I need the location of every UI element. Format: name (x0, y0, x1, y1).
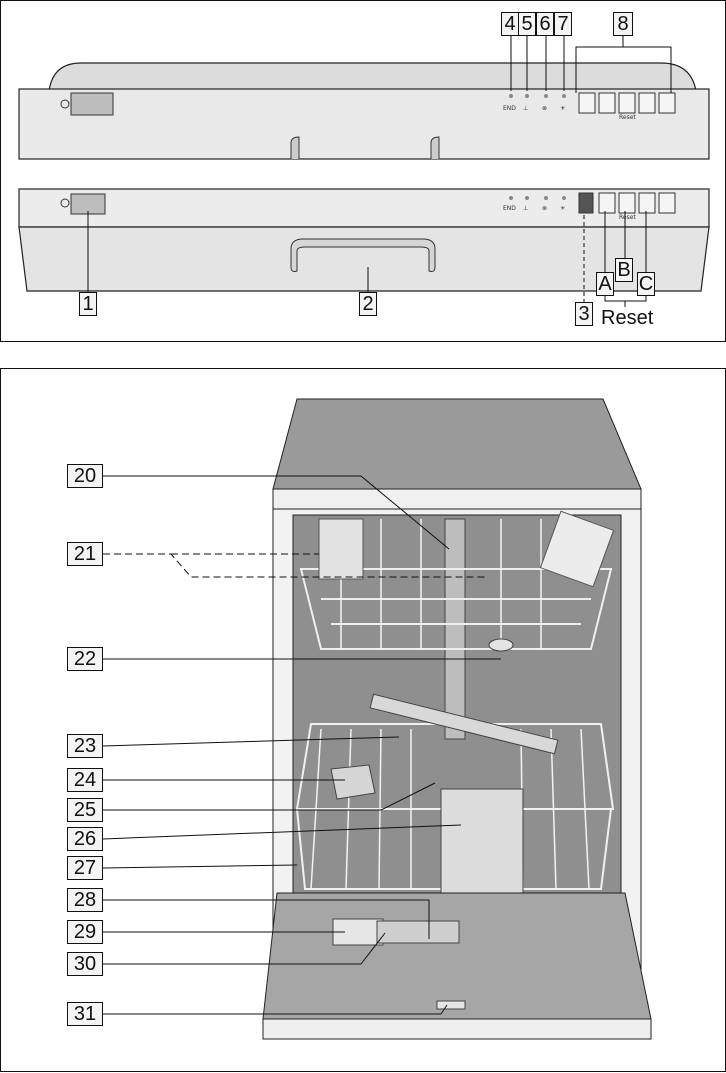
callout-22: 22 (67, 647, 103, 671)
callout-4: 4 (501, 12, 519, 36)
callout-26: 26 (67, 827, 103, 851)
callout-20: 20 (67, 464, 103, 488)
callout-21: 21 (67, 542, 103, 566)
bottom-indicator-end: END (503, 205, 516, 212)
callout-28: 28 (67, 888, 103, 912)
control-panel-frame (0, 0, 726, 342)
bottom-reset-small-label: Reset (619, 214, 636, 221)
callout-30: 30 (67, 952, 103, 976)
callout-31: 31 (67, 1002, 103, 1026)
callout-2: 2 (359, 292, 377, 316)
dishwasher-drawing (1, 369, 726, 1073)
callout-1: 1 (79, 292, 97, 316)
bottom-indicator-rinse: ☀ (560, 205, 566, 212)
dishwasher-frame (0, 368, 726, 1072)
callout-7: 7 (554, 12, 572, 36)
callout-5: 5 (518, 12, 536, 36)
top-reset-small-label: Reset (619, 114, 636, 121)
callout-29: 29 (67, 920, 103, 944)
top-indicator-rinse: ☀ (560, 105, 566, 112)
callout-3: 3 (575, 302, 593, 326)
bottom-indicator-salt: ⊗ (542, 205, 548, 212)
callout-6: 6 (536, 12, 554, 36)
bottom-indicator-tap: ⊥ (523, 205, 529, 212)
callout-A: A (596, 272, 614, 296)
top-indicator-end: END (503, 105, 516, 112)
callout-B: B (615, 258, 633, 282)
top-indicator-salt: ⊗ (542, 105, 548, 112)
callout-27: 27 (67, 856, 103, 880)
callout-24: 24 (67, 768, 103, 792)
callout-23: 23 (67, 734, 103, 758)
callout-C: C (638, 273, 654, 295)
callout-8: 8 (613, 12, 633, 36)
reset-label: Reset (601, 307, 654, 329)
callout-25: 25 (67, 798, 103, 822)
top-indicator-tap: ⊥ (523, 105, 529, 112)
